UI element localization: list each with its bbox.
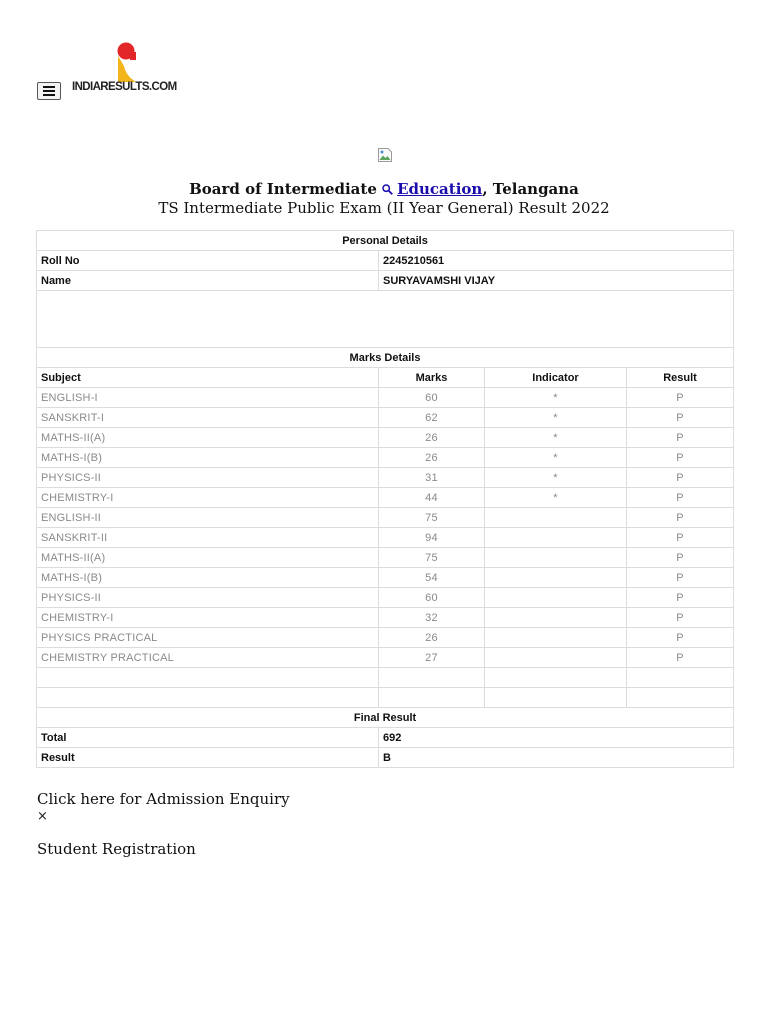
search-icon	[382, 184, 393, 195]
marks-cell: 75	[379, 548, 485, 568]
roll-value: 2245210561	[379, 251, 734, 271]
roll-row	[37, 251, 734, 271]
site-logo[interactable]	[72, 42, 192, 98]
subject-cell: MATHS-I(B)	[37, 448, 379, 468]
subject-row	[37, 408, 734, 428]
subject-cell: CHEMISTRY PRACTICAL	[37, 648, 379, 668]
indicator-cell	[485, 588, 627, 608]
result-cell: P	[627, 428, 734, 448]
marks-cell: 60	[379, 588, 485, 608]
subject-row	[37, 508, 734, 528]
subject-row	[37, 568, 734, 588]
marks-cell: 62	[379, 408, 485, 428]
subject-cell: CHEMISTRY-I	[37, 608, 379, 628]
board-title	[0, 179, 768, 199]
marks-cell: 94	[379, 528, 485, 548]
hamburger-menu-icon	[43, 86, 55, 96]
subject-cell: ENGLISH-II	[37, 508, 379, 528]
final-result-heading: Final Result	[37, 708, 734, 728]
result-cell: P	[627, 588, 734, 608]
name-label: Name	[37, 271, 379, 291]
result-cell: P	[627, 448, 734, 468]
subject-row	[37, 608, 734, 628]
marks-cell: 31	[379, 468, 485, 488]
logo-mark-icon	[114, 42, 140, 82]
board-title-suffix: , Telangana	[482, 180, 579, 198]
menu-button[interactable]	[37, 82, 61, 100]
indicator-cell	[485, 628, 627, 648]
result-cell: P	[627, 468, 734, 488]
empty-cell	[37, 668, 379, 688]
marks-cell: 32	[379, 608, 485, 628]
subject-row	[37, 628, 734, 648]
empty-cell	[37, 291, 734, 348]
empty-cell	[485, 668, 627, 688]
empty-cell	[37, 688, 379, 708]
indicator-cell	[485, 568, 627, 588]
subject-cell: PHYSICS PRACTICAL	[37, 628, 379, 648]
subject-row	[37, 588, 734, 608]
result-table	[36, 230, 734, 768]
result-cell: P	[627, 488, 734, 508]
empty-cell	[627, 668, 734, 688]
result-cell: P	[627, 628, 734, 648]
blank-row	[37, 668, 734, 688]
subject-row	[37, 428, 734, 448]
close-button[interactable]: ×	[37, 809, 48, 824]
marks-cell: 75	[379, 508, 485, 528]
marks-section-row	[37, 348, 734, 368]
marks-cell: 54	[379, 568, 485, 588]
roll-label: Roll No	[37, 251, 379, 271]
marks-cell: 26	[379, 428, 485, 448]
indicator-cell: *	[485, 468, 627, 488]
indicator-cell: *	[485, 428, 627, 448]
board-title-prefix: Board of Intermediate	[189, 180, 383, 198]
name-row	[37, 271, 734, 291]
marks-header: Marks	[379, 368, 485, 388]
subject-row	[37, 528, 734, 548]
marks-cell: 27	[379, 648, 485, 668]
result-cell: P	[627, 608, 734, 628]
personal-section-row	[37, 231, 734, 251]
marks-cell: 26	[379, 448, 485, 468]
personal-details-heading: Personal Details	[37, 231, 734, 251]
result-cell: P	[627, 568, 734, 588]
result-cell: P	[627, 508, 734, 528]
student-registration-heading: Student Registration	[37, 840, 196, 858]
indicator-cell: *	[485, 488, 627, 508]
subject-cell: MATHS-II(A)	[37, 428, 379, 448]
admission-enquiry-link[interactable]: Click here for Admission Enquiry	[37, 790, 290, 808]
result-header: Result	[627, 368, 734, 388]
subject-row	[37, 488, 734, 508]
empty-cell	[485, 688, 627, 708]
indicator-cell	[485, 548, 627, 568]
spacer-row	[37, 291, 734, 348]
total-label: Total	[37, 728, 379, 748]
subject-cell: MATHS-II(A)	[37, 548, 379, 568]
marks-cell: 60	[379, 388, 485, 408]
education-link[interactable]: Education	[397, 180, 483, 198]
indicator-cell	[485, 508, 627, 528]
indicator-cell	[485, 648, 627, 668]
result-label: Result	[37, 748, 379, 768]
subject-cell: MATHS-I(B)	[37, 568, 379, 588]
indicator-cell	[485, 528, 627, 548]
result-value: B	[379, 748, 734, 768]
indicator-cell: *	[485, 448, 627, 468]
marks-header-row	[37, 368, 734, 388]
exam-title: TS Intermediate Public Exam (II Year General) Result 2022	[158, 199, 610, 217]
result-cell: P	[627, 528, 734, 548]
subject-row	[37, 468, 734, 488]
subject-cell: PHYSICS-II	[37, 588, 379, 608]
marks-cell: 44	[379, 488, 485, 508]
indicator-header: Indicator	[485, 368, 627, 388]
subject-cell: SANSKRIT-II	[37, 528, 379, 548]
blank-row	[37, 688, 734, 708]
subject-cell: PHYSICS-II	[37, 468, 379, 488]
subject-cell: ENGLISH-I	[37, 388, 379, 408]
total-row	[37, 728, 734, 748]
empty-cell	[379, 668, 485, 688]
subject-row	[37, 448, 734, 468]
marks-details-heading: Marks Details	[37, 348, 734, 368]
name-value: SURYAVAMSHI VIJAY	[379, 271, 734, 291]
result-cell: P	[627, 648, 734, 668]
broken-image-icon	[377, 147, 393, 163]
subject-header: Subject	[37, 368, 379, 388]
result-cell: P	[627, 388, 734, 408]
result-cell: P	[627, 548, 734, 568]
empty-cell	[379, 688, 485, 708]
final-section-row	[37, 708, 734, 728]
indicator-cell	[485, 608, 627, 628]
subject-row	[37, 388, 734, 408]
subject-row	[37, 648, 734, 668]
logo-text: INDIARESULTS.COM	[72, 81, 177, 93]
indicator-cell: *	[485, 408, 627, 428]
indicator-cell: *	[485, 388, 627, 408]
marks-cell: 26	[379, 628, 485, 648]
result-row	[37, 748, 734, 768]
subject-cell: SANSKRIT-I	[37, 408, 379, 428]
empty-cell	[627, 688, 734, 708]
total-value: 692	[379, 728, 734, 748]
subject-cell: CHEMISTRY-I	[37, 488, 379, 508]
result-cell: P	[627, 408, 734, 428]
subject-row	[37, 548, 734, 568]
